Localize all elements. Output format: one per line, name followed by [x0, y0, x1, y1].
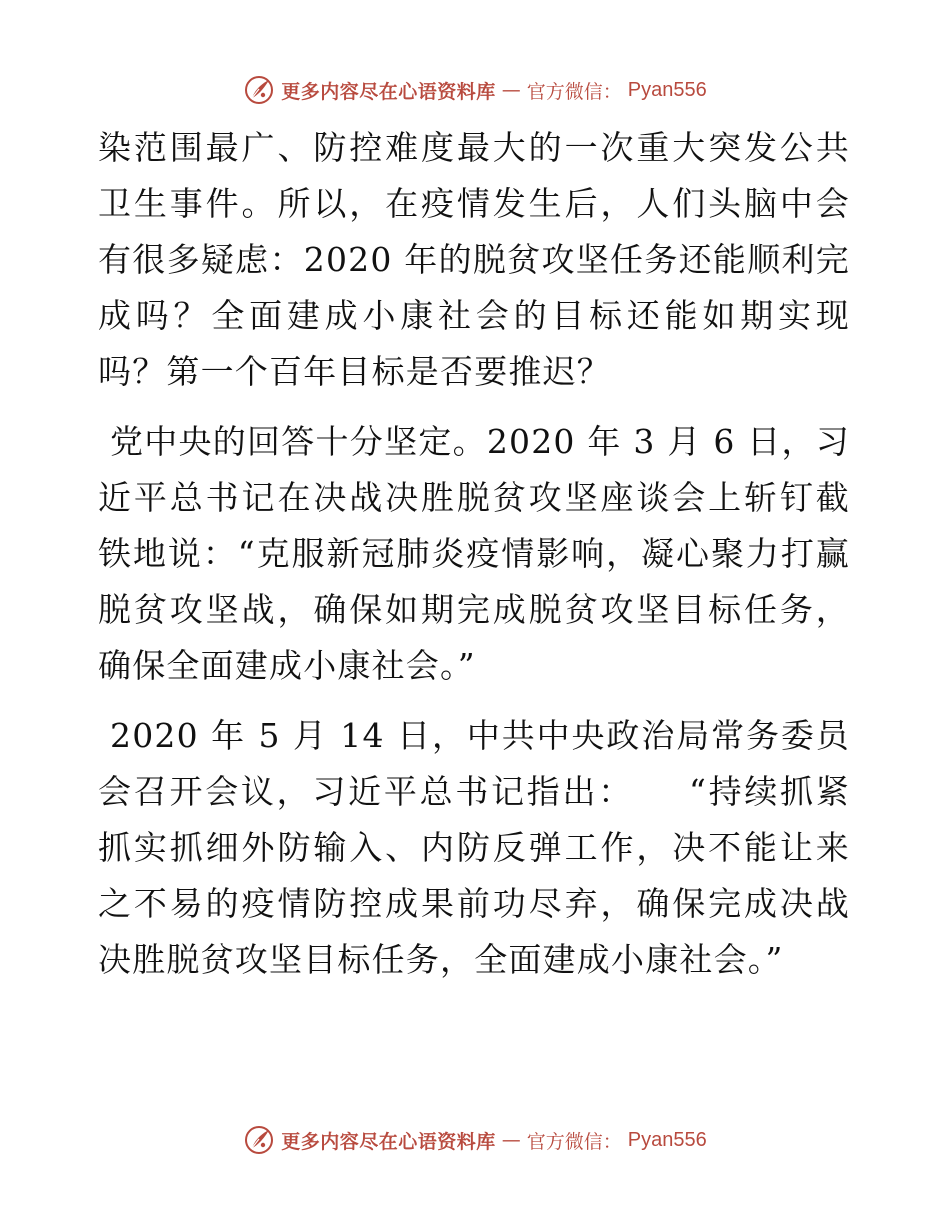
header-wechat-account: Pyan556	[627, 78, 707, 101]
footer-wechat-account: Pyan556	[627, 1128, 707, 1151]
footer-brand-text: 更多内容尽在心语资料库	[281, 1130, 496, 1153]
header-separator: —	[501, 79, 521, 101]
paragraph-3: 2020 年 5 月 14 日，中共中央政治局常务委员会召开会议，习近平总书记指出： “持续抓紧抓实抓细外防输入、内防反弹工作，决不能让来之不易的疫情防控成果前功尽弃，确保完成决战决胜脱贫攻坚目标任务，全面建成小康社会。”	[98, 716, 850, 979]
footer-wechat-label: 官方微信：	[526, 1130, 622, 1153]
footer-separator: —	[501, 1129, 521, 1151]
document-body	[98, 120, 850, 1002]
feather-pen-logo-icon	[243, 1124, 275, 1156]
header-banner	[0, 70, 950, 110]
header-wechat-label: 官方微信：	[526, 80, 622, 103]
feather-pen-logo-icon	[243, 74, 275, 106]
paragraph-1: 染范围最广、防控难度最大的一次重大突发公共卫生事件。所以，在疫情发生后，人们头脑中会有很多疑虑：2020 年的脱贫攻坚任务还能顺利完成吗？全面建成小康社会的目标还能如期实现吗？第一个百年目标是否要推迟？	[98, 128, 850, 391]
footer-banner	[0, 1120, 950, 1160]
header-brand-text: 更多内容尽在心语资料库	[281, 80, 496, 103]
paragraph-2: 党中央的回答十分坚定。2020 年 3 月 6 日，习近平总书记在决战决胜脱贫攻坚座谈会上斩钉截铁地说：“克服新冠肺炎疫情影响，凝心聚力打赢脱贫攻坚战，确保如期完成脱贫攻坚目标任务，确保全面建成小康社会。”	[98, 422, 850, 685]
